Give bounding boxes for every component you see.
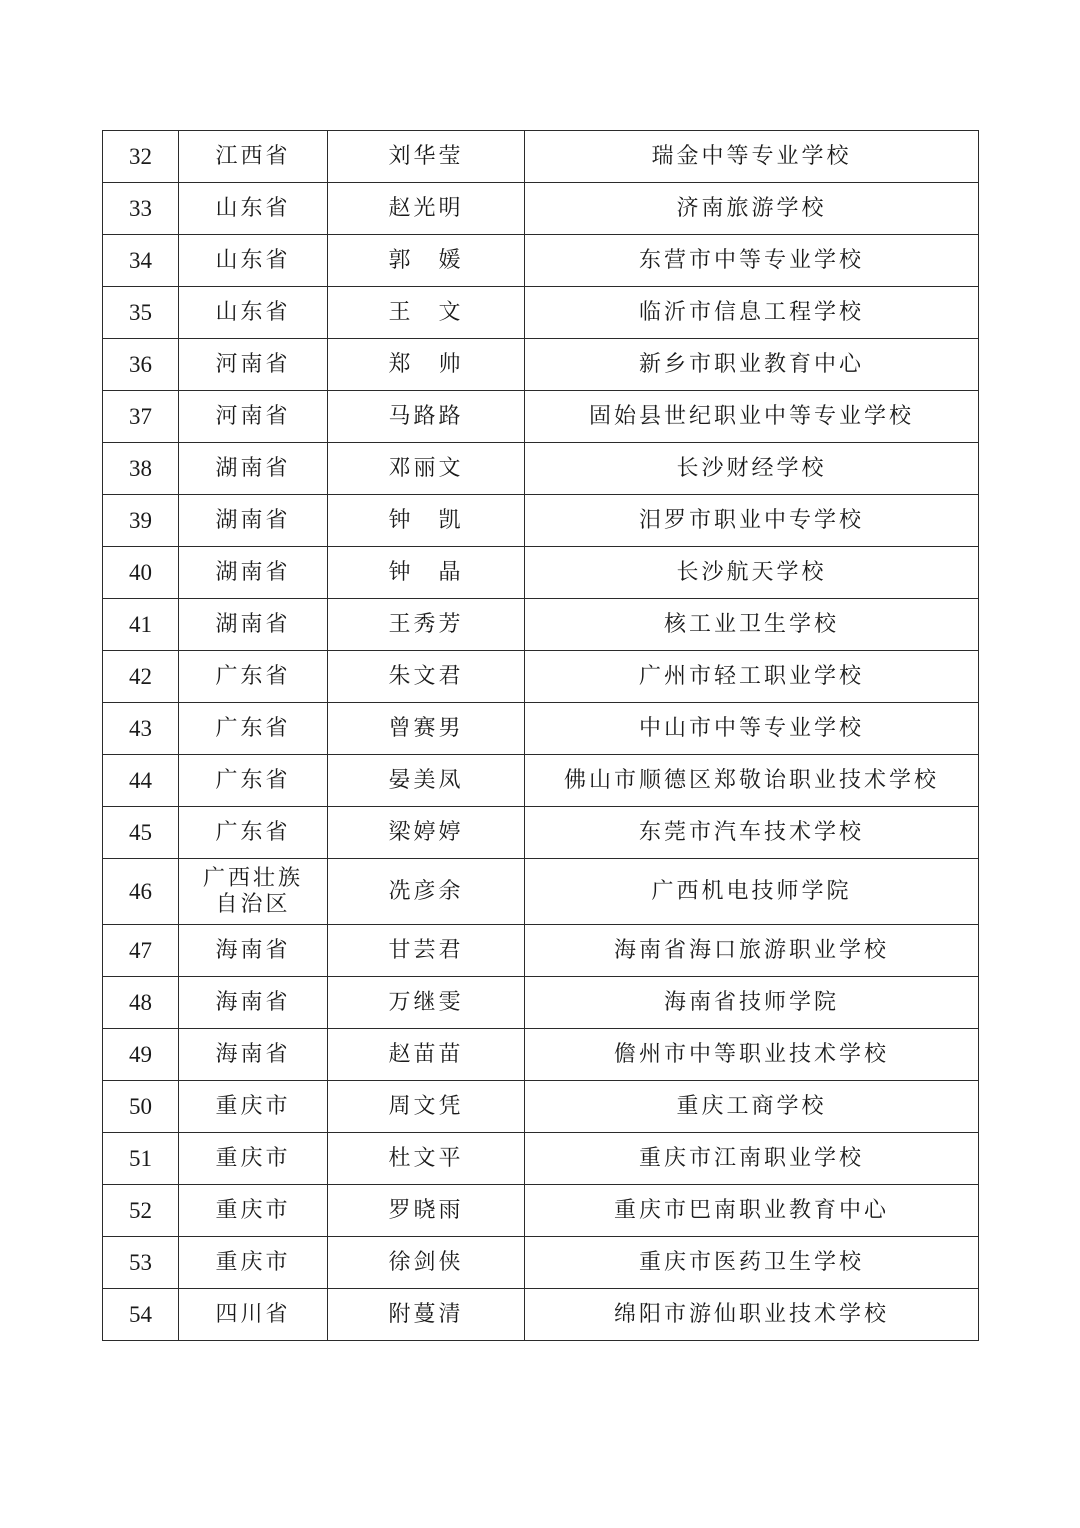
name-cell: 马路路 [328, 391, 525, 443]
school-cell: 东营市中等专业学校 [525, 235, 979, 287]
province-cell: 湖南省 [179, 443, 328, 495]
table-row [103, 651, 979, 703]
province-cell: 广东省 [179, 807, 328, 859]
school-cell: 长沙航天学校 [525, 547, 979, 599]
school-cell: 新乡市职业教育中心 [525, 339, 979, 391]
row-number: 54 [103, 1289, 179, 1341]
school-cell: 济南旅游学校 [525, 183, 979, 235]
table-row [103, 703, 979, 755]
province-cell: 重庆市 [179, 1133, 328, 1185]
name-cell: 刘华莹 [328, 131, 525, 183]
province-cell: 海南省 [179, 1029, 328, 1081]
row-number: 39 [103, 495, 179, 547]
province-cell [179, 859, 328, 925]
table-row [103, 925, 979, 977]
row-number: 52 [103, 1185, 179, 1237]
row-number: 42 [103, 651, 179, 703]
name-cell: 冼彦余 [328, 859, 525, 925]
name-cell: 王秀芳 [328, 599, 525, 651]
province-cell: 江西省 [179, 131, 328, 183]
table-row [103, 807, 979, 859]
province-cell: 四川省 [179, 1289, 328, 1341]
name-cell: 罗晓雨 [328, 1185, 525, 1237]
name-cell: 钟 晶 [328, 547, 525, 599]
name-cell: 王 文 [328, 287, 525, 339]
name-cell: 晏美凤 [328, 755, 525, 807]
name-cell: 杜文平 [328, 1133, 525, 1185]
province-cell: 广东省 [179, 651, 328, 703]
school-cell: 广西机电技师学院 [525, 859, 979, 925]
name-cell: 赵光明 [328, 183, 525, 235]
name-cell: 郑 帅 [328, 339, 525, 391]
province-cell: 重庆市 [179, 1237, 328, 1289]
table-row [103, 131, 979, 183]
school-cell: 重庆工商学校 [525, 1081, 979, 1133]
school-cell: 广州市轻工职业学校 [525, 651, 979, 703]
province-cell: 广东省 [179, 703, 328, 755]
row-number: 47 [103, 925, 179, 977]
row-number: 38 [103, 443, 179, 495]
province-cell: 海南省 [179, 977, 328, 1029]
school-cell: 重庆市巴南职业教育中心 [525, 1185, 979, 1237]
name-cell: 赵苗苗 [328, 1029, 525, 1081]
name-cell: 附蔓清 [328, 1289, 525, 1341]
table-row [103, 1029, 979, 1081]
province-cell: 湖南省 [179, 599, 328, 651]
table-row [103, 1237, 979, 1289]
row-number: 46 [103, 859, 179, 925]
province-cell: 海南省 [179, 925, 328, 977]
row-number: 45 [103, 807, 179, 859]
province-cell: 广东省 [179, 755, 328, 807]
name-cell: 邓丽文 [328, 443, 525, 495]
name-cell: 郭 媛 [328, 235, 525, 287]
row-number: 37 [103, 391, 179, 443]
row-number: 53 [103, 1237, 179, 1289]
province-line-2: 自治区 [215, 891, 291, 917]
province-cell: 山东省 [179, 287, 328, 339]
table-row [103, 599, 979, 651]
province-cell: 湖南省 [179, 547, 328, 599]
table-row [103, 391, 979, 443]
name-cell: 徐剑侠 [328, 1237, 525, 1289]
province-cell: 湖南省 [179, 495, 328, 547]
school-cell: 重庆市医药卫生学校 [525, 1237, 979, 1289]
awardee-table [102, 130, 979, 1341]
province-cell: 山东省 [179, 183, 328, 235]
name-cell: 万继雯 [328, 977, 525, 1029]
school-cell: 重庆市江南职业学校 [525, 1133, 979, 1185]
school-cell: 汨罗市职业中专学校 [525, 495, 979, 547]
school-cell: 固始县世纪职业中等专业学校 [525, 391, 979, 443]
province-line-1: 广西壮族 [202, 865, 303, 891]
school-cell: 长沙财经学校 [525, 443, 979, 495]
table-row [103, 339, 979, 391]
row-number: 43 [103, 703, 179, 755]
school-cell: 东莞市汽车技术学校 [525, 807, 979, 859]
school-cell: 中山市中等专业学校 [525, 703, 979, 755]
row-number: 33 [103, 183, 179, 235]
table-row [103, 977, 979, 1029]
name-cell: 曾赛男 [328, 703, 525, 755]
school-cell: 佛山市顺德区郑敬诒职业技术学校 [525, 755, 979, 807]
table-row [103, 1289, 979, 1341]
row-number: 48 [103, 977, 179, 1029]
table-row [103, 547, 979, 599]
row-number: 32 [103, 131, 179, 183]
province-cell: 河南省 [179, 339, 328, 391]
province-cell: 山东省 [179, 235, 328, 287]
table-row [103, 755, 979, 807]
school-cell: 瑞金中等专业学校 [525, 131, 979, 183]
province-cell: 重庆市 [179, 1081, 328, 1133]
school-cell: 临沂市信息工程学校 [525, 287, 979, 339]
table-row [103, 235, 979, 287]
row-number: 49 [103, 1029, 179, 1081]
table-row [103, 443, 979, 495]
name-cell: 甘芸君 [328, 925, 525, 977]
name-cell: 梁婷婷 [328, 807, 525, 859]
school-cell: 海南省技师学院 [525, 977, 979, 1029]
name-cell: 朱文君 [328, 651, 525, 703]
table-row [103, 495, 979, 547]
table-row [103, 1133, 979, 1185]
row-number: 34 [103, 235, 179, 287]
school-cell: 绵阳市游仙职业技术学校 [525, 1289, 979, 1341]
school-cell: 儋州市中等职业技术学校 [525, 1029, 979, 1081]
province-cell: 重庆市 [179, 1185, 328, 1237]
row-number: 35 [103, 287, 179, 339]
table-row [103, 287, 979, 339]
province-cell: 河南省 [179, 391, 328, 443]
table-row [103, 1081, 979, 1133]
table-row [103, 183, 979, 235]
school-cell: 海南省海口旅游职业学校 [525, 925, 979, 977]
row-number: 36 [103, 339, 179, 391]
row-number: 40 [103, 547, 179, 599]
row-number: 44 [103, 755, 179, 807]
row-number: 41 [103, 599, 179, 651]
row-number: 51 [103, 1133, 179, 1185]
table-row [103, 859, 979, 925]
row-number: 50 [103, 1081, 179, 1133]
table-row [103, 1185, 979, 1237]
name-cell: 周文凭 [328, 1081, 525, 1133]
name-cell: 钟 凯 [328, 495, 525, 547]
school-cell: 核工业卫生学校 [525, 599, 979, 651]
